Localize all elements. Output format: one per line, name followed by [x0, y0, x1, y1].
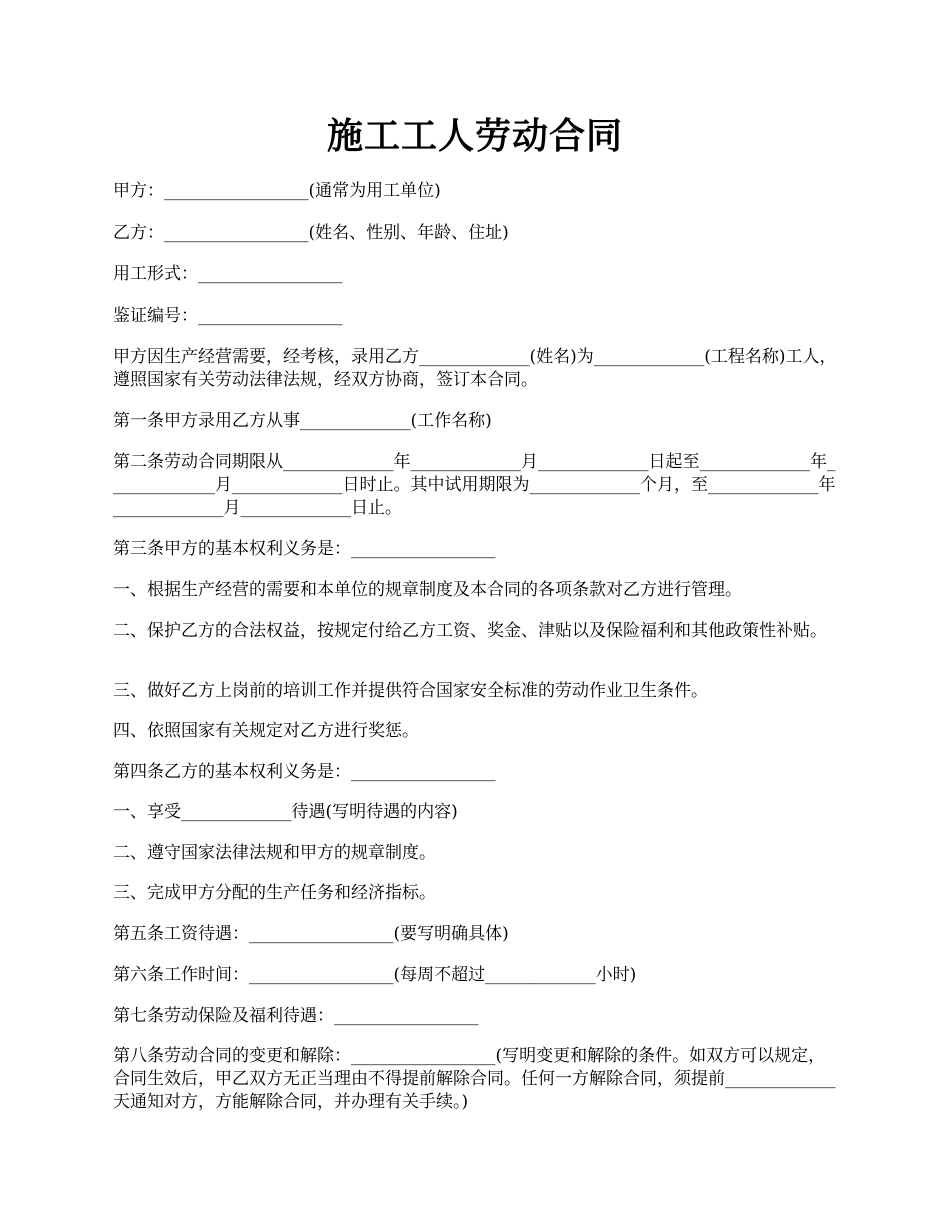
article-7: 第七条劳动保险及福利待遇：_________________	[113, 1006, 479, 1026]
party-a-line: 甲方：_________________(通常为用工单位)	[113, 181, 441, 201]
article-4-item-1: 一、享受_____________待遇(写明待遇的内容)	[113, 802, 458, 822]
article-6: 第六条工作时间：_________________(每周不超过_____________小时)	[113, 965, 637, 985]
article-3-item-2: 二、保护乙方的合法权益，按规定付给乙方工资、奖金、津贴以及保险福利和其他政策性补贴。	[113, 621, 827, 641]
article-5: 第五条工资待遇：_________________(要写明确具体)	[113, 924, 509, 944]
article-2: 第二条劳动合同期限从_____________年_____________月_____________日起至_____________年_____________月_____________日时止。其中试用期限为_____________个月，至_____________年_____________月_____________日止。	[113, 452, 836, 518]
article-3-item-4: 四、依照国家有关规定对乙方进行奖惩。	[113, 721, 419, 741]
verification-number-line: 鉴证编号：_________________	[113, 306, 343, 326]
document-title: 施工工人劳动合同	[326, 115, 623, 157]
article-3-item-3: 三、做好乙方上岗前的培训工作并提供符合国家安全标准的劳动作业卫生条件。	[113, 681, 708, 701]
article-3-item-1: 一、根据生产经营的需要和本单位的规章制度及本合同的各项条款对乙方进行管理。	[113, 580, 742, 600]
article-3-heading: 第三条甲方的基本权利义务是：_________________	[113, 539, 496, 559]
article-4-heading: 第四条乙方的基本权利义务是：_________________	[113, 762, 496, 782]
preamble-paragraph: 甲方因生产经营需要，经考核，录用乙方_____________(姓名)为_____________(工程名称)工人，遵照国家有关劳动法律法规，经双方协商，签订本合同。	[113, 347, 837, 390]
article-4-item-2: 二、遵守国家法律法规和甲方的规章制度。	[113, 843, 436, 863]
article-4-item-3: 三、完成甲方分配的生产任务和经济指标。	[113, 883, 436, 903]
party-b-line: 乙方：_________________(姓名、性别、年龄、住址)	[113, 223, 509, 243]
article-8: 第八条劳动合同的变更和解除：_________________(写明变更和解除的条件。如双方可以规定，合同生效后，甲乙双方无正当理由不得提前解除合同。任何一方解除合同，须提前_____________天通知对方，方能解除合同，并办理有关手续。)	[113, 1046, 836, 1112]
employment-form-line: 用工形式：_________________	[113, 264, 343, 284]
article-1: 第一条甲方录用乙方从事_____________(工作名称)	[113, 411, 492, 431]
